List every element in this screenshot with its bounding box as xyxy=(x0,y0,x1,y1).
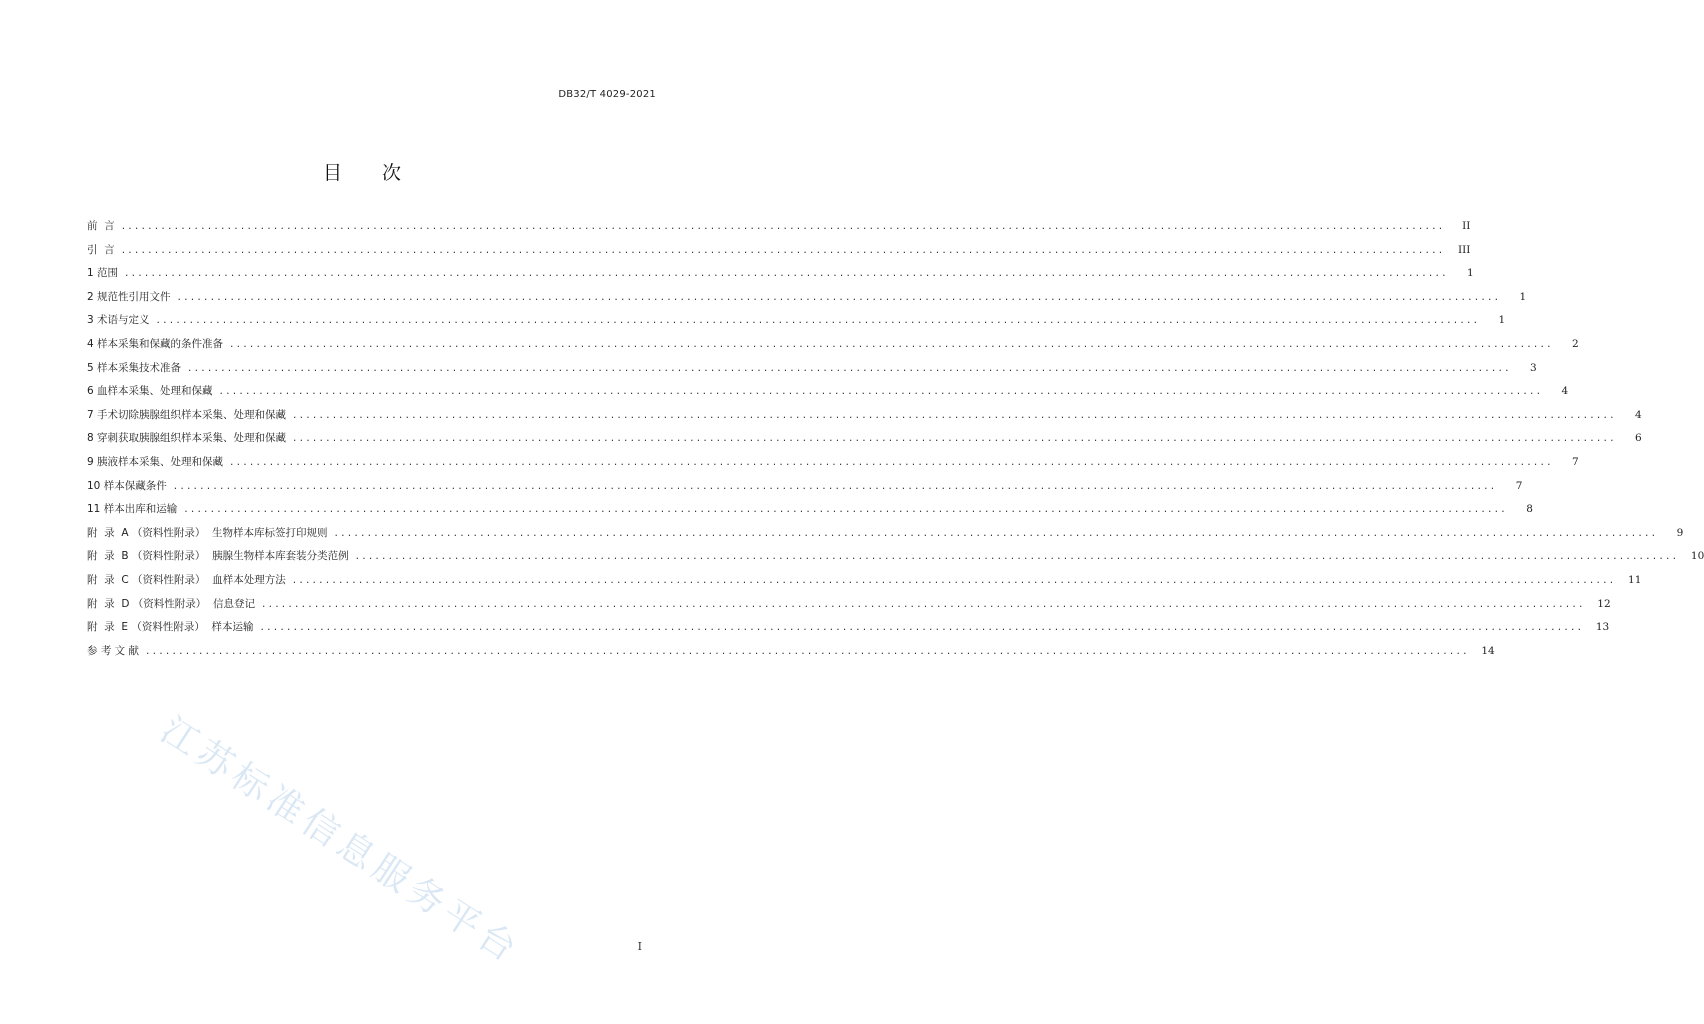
toc-entry[interactable] xyxy=(87,525,1684,549)
toc-entry-label: 前 言 xyxy=(87,220,115,232)
toc-entry-label: 4 样本采集和保藏的条件准备 xyxy=(87,337,224,350)
toc-entry-page: 9 xyxy=(1676,526,1684,539)
toc-leader-dots: ........................................................................................................................................................................................................ xyxy=(333,528,1658,539)
toc-entry[interactable] xyxy=(87,407,1642,431)
toc-entry-label: 引 言 xyxy=(87,243,115,256)
toc-entry-page: 3 xyxy=(1530,361,1537,374)
toc-entry-label: 11 样本出库和运输 xyxy=(87,503,178,516)
toc-leader-dots: ........................................................................................................................................................................................................ xyxy=(354,552,1679,563)
page-number: I xyxy=(637,940,642,953)
toc-leader-dots: ........................................................................................................................................................................................................ xyxy=(260,599,1585,610)
toc-entry[interactable] xyxy=(87,383,1569,407)
toc-entry[interactable] xyxy=(87,242,1471,266)
toc-entry-label: 参 考 文 献 xyxy=(87,644,140,657)
toc-entry-page: 14 xyxy=(1481,644,1495,657)
toc-entry-label: 10 样本保藏条件 xyxy=(87,479,167,492)
toc-entry-page: 2 xyxy=(1572,337,1579,350)
toc-entry[interactable] xyxy=(87,218,1471,242)
toc-leader-dots: ........................................................................................................................................................................................................ xyxy=(176,292,1501,303)
toc-entry-label: 附 录 C （资料性附录） 血样本处理方法 xyxy=(87,573,286,586)
toc-entry[interactable] xyxy=(87,289,1527,313)
toc-leader-dots: ........................................................................................................................................................................................................ xyxy=(259,623,1584,634)
toc-entry-label: 附 录 A （资料性附录） 生物样本库标签打印规则 xyxy=(87,526,328,539)
toc-leader-dots: ........................................................................................................................................................................................................ xyxy=(145,646,1469,657)
toc-entry[interactable] xyxy=(87,548,1704,572)
toc-leader-dots: ........................................................................................................................................................................................................ xyxy=(291,575,1616,586)
toc-entry[interactable] xyxy=(87,501,1533,525)
toc-entry-label: 1 范围 xyxy=(87,267,119,280)
toc-leader-dots: ........................................................................................................................................................................................................ xyxy=(218,387,1543,398)
toc-entry[interactable] xyxy=(87,336,1579,360)
toc-leader-dots: ........................................................................................................................................................................................................ xyxy=(120,222,1445,232)
toc-entry-label: 6 血样本采集、处理和保藏 xyxy=(87,385,213,398)
toc-leader-dots: ........................................................................................................................................................................................................ xyxy=(120,245,1445,256)
watermark: 江苏标准信息服务平台 xyxy=(153,709,528,973)
toc-leader-dots: ........................................................................................................................................................................................................ xyxy=(292,434,1616,445)
page-title xyxy=(0,158,724,185)
toc-entry-page: 13 xyxy=(1595,621,1610,634)
table-of-contents xyxy=(87,218,1704,666)
toc-entry-label: 9 胰液样本采集、处理和保藏 xyxy=(87,455,224,468)
toc-entry-label: 7 手术切除胰腺组织样本采集、处理和保藏 xyxy=(87,408,287,421)
toc-leader-dots: ........................................................................................................................................................................................................ xyxy=(155,316,1480,327)
toc-entry-label: 2 规范性引用文件 xyxy=(87,290,171,303)
toc-entry-page: 1 xyxy=(1519,290,1527,303)
toc-entry[interactable] xyxy=(87,454,1579,478)
toc-leader-dots: ........................................................................................................................................................................................................ xyxy=(229,457,1553,468)
toc-entry-page: 1 xyxy=(1467,267,1474,280)
toc-entry-label: 附 录 B （资料性附录） 胰腺生物样本库套装分类范例 xyxy=(87,550,349,563)
toc-entry-page: II xyxy=(1462,220,1471,232)
toc-entry-page: 10 xyxy=(1690,550,1704,563)
toc-entry-page: 4 xyxy=(1635,408,1642,421)
toc-entry[interactable] xyxy=(87,265,1474,289)
toc-entry-label: 附 录 D （资料性附录） 信息登记 xyxy=(87,597,255,610)
toc-leader-dots: ........................................................................................................................................................................................................ xyxy=(229,339,1553,350)
toc-entry-page: 7 xyxy=(1572,455,1579,468)
toc-entry-label: 3 术语与定义 xyxy=(87,314,150,327)
title-part-2: 次 xyxy=(382,162,402,184)
toc-entry-page: 12 xyxy=(1597,597,1611,610)
standard-code: DB32/T 4029-2021 xyxy=(558,89,656,100)
toc-entry[interactable] xyxy=(87,643,1495,667)
toc-entry[interactable] xyxy=(87,619,1610,643)
toc-entry[interactable] xyxy=(87,360,1537,384)
toc-leader-dots: ........................................................................................................................................................................................................ xyxy=(183,505,1507,516)
toc-leader-dots: ........................................................................................................................................................................................................ xyxy=(187,363,1511,374)
toc-entry-page: 4 xyxy=(1561,385,1569,398)
title-part-1: 目 xyxy=(322,162,342,184)
toc-entry-page: 1 xyxy=(1498,314,1506,327)
toc-entry-page: 7 xyxy=(1515,479,1523,492)
toc-leader-dots: ........................................................................................................................................................................................................ xyxy=(172,481,1497,492)
toc-leader-dots: ........................................................................................................................................................................................................ xyxy=(124,269,1448,280)
toc-leader-dots: ........................................................................................................................................................................................................ xyxy=(292,410,1616,421)
toc-entry-page: 6 xyxy=(1635,432,1642,445)
toc-entry[interactable] xyxy=(87,572,1642,596)
toc-entry[interactable] xyxy=(87,478,1523,502)
toc-entry-page: 8 xyxy=(1526,503,1533,516)
toc-entry[interactable] xyxy=(87,312,1506,336)
toc-entry-label: 5 样本采集技术准备 xyxy=(87,361,182,374)
toc-entry[interactable] xyxy=(87,596,1611,620)
toc-entry-label: 8 穿刺获取胰腺组织样本采集、处理和保藏 xyxy=(87,432,287,445)
toc-entry-label: 附 录 E （资料性附录） 样本运输 xyxy=(87,621,254,634)
toc-entry[interactable] xyxy=(87,430,1642,454)
toc-entry-page: III xyxy=(1457,243,1471,256)
toc-entry-page: 11 xyxy=(1628,573,1642,586)
